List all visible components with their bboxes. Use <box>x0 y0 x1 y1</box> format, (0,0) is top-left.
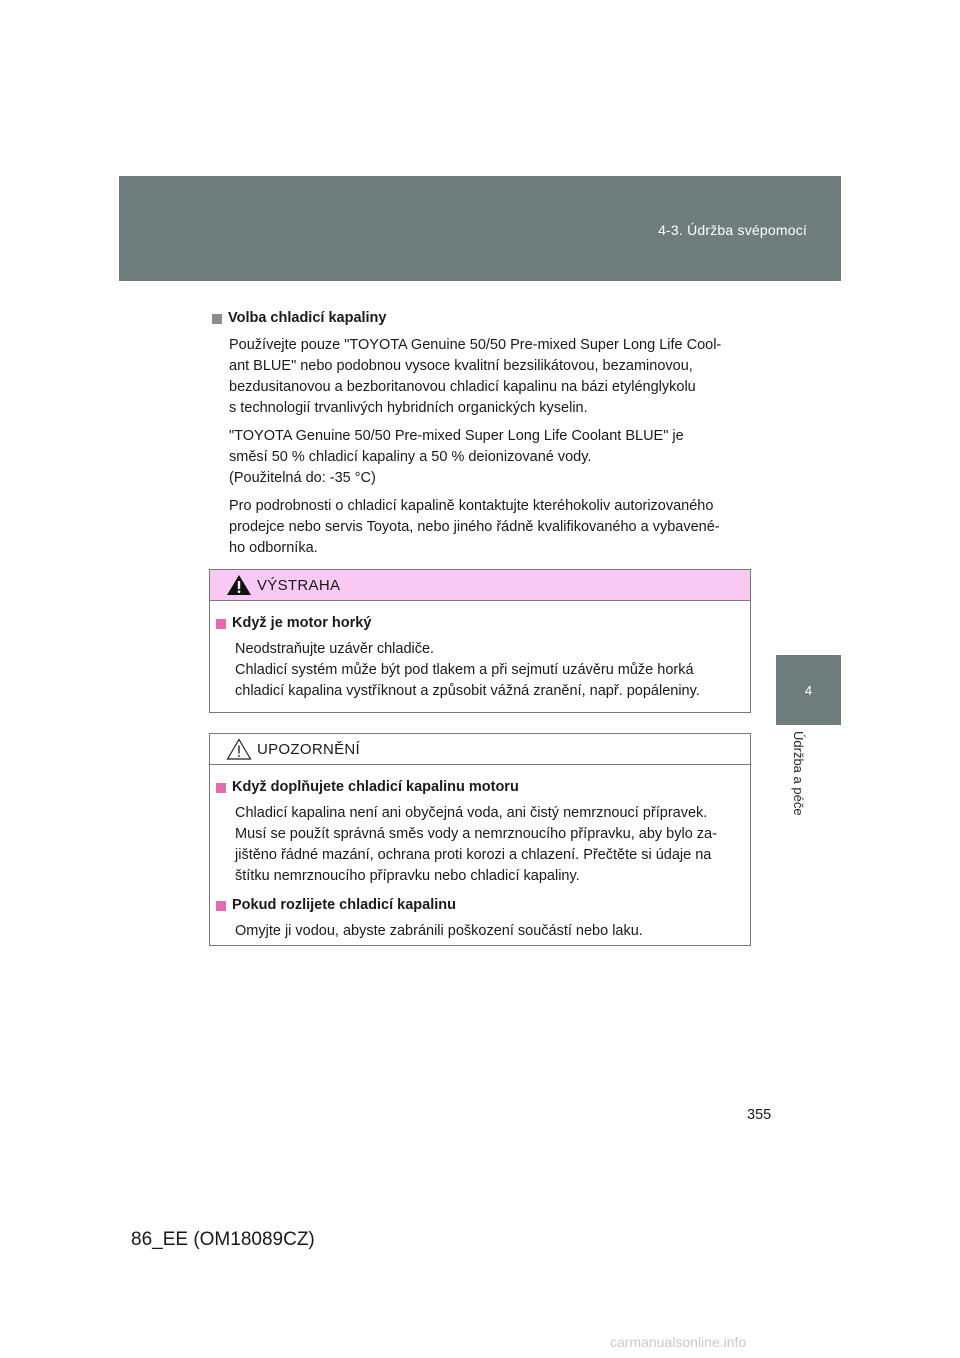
document-code: 86_EE (OM18089CZ) <box>131 1229 315 1250</box>
text-line: směsí 50 % chladicí kapaliny a 50 % deionizované vody. <box>229 449 592 465</box>
square-bullet-icon <box>216 619 226 629</box>
text-line: štítku nemrznoucího přípravku nebo chladicí kapaliny. <box>235 868 580 884</box>
warning-body <box>210 601 750 702</box>
heading-text: Když je motor horký <box>232 615 372 631</box>
paragraph <box>229 496 744 559</box>
refill-coolant-heading <box>216 777 744 798</box>
heading-text: Volba chladicí kapaliny <box>228 310 387 326</box>
heading-text: Pokud rozlijete chladicí kapalinu <box>232 897 456 913</box>
text-line: jištěno řádné mazání, ochrana proti korozi a chlazení. Přečtěte si údaje na <box>235 847 712 863</box>
coolant-selection-heading <box>212 308 744 329</box>
caution-body <box>210 765 750 942</box>
square-bullet-icon <box>216 901 226 911</box>
text-line: Chladicí systém může být pod tlakem a při sejmutí uzávěru může horká <box>235 662 694 678</box>
paragraph <box>235 639 744 702</box>
text-line: bezdusitanovou a bezboritanovou chladicí kapalinu na bázi etylénglykolu <box>229 379 696 395</box>
warning-header <box>210 570 750 601</box>
hot-engine-heading <box>216 613 744 634</box>
text-line: ho odborníka. <box>229 540 318 556</box>
caution-title: UPOZORNĚNÍ <box>257 740 361 758</box>
text-line: chladicí kapalina vystříknout a způsobit vážná zranění, např. popáleniny. <box>235 683 700 699</box>
heading-text: Když doplňujete chladicí kapalinu motoru <box>232 779 519 795</box>
caution-header <box>210 734 750 765</box>
paragraph <box>235 921 744 942</box>
text-line: Musí se použít správná směs vody a nemrznoucího přípravku, aby bylo za- <box>235 826 717 842</box>
warning-title: VÝSTRAHA <box>257 576 341 594</box>
main-content <box>212 308 744 566</box>
text-line: ant BLUE" nebo podobnou vysoce kvalitní bezsilikátovou, bezaminovou, <box>229 358 693 374</box>
text-line: (Použitelná do: -35 °C) <box>229 470 376 486</box>
header-band <box>119 176 841 281</box>
chapter-label: Údržba a péče <box>791 731 806 816</box>
chapter-number: 4 <box>804 683 813 698</box>
page-number: 355 <box>747 1107 772 1123</box>
text-line: Neodstraňujte uzávěr chladiče. <box>235 641 435 657</box>
caution-triangle-icon <box>226 738 252 760</box>
text-line: Omyjte ji vodou, abyste zabránili poškození součástí nebo laku. <box>235 923 643 939</box>
text-line: Pro podrobnosti o chladicí kapalině kontaktujte kteréhokoliv autorizovaného <box>229 498 714 514</box>
paragraph <box>235 803 744 887</box>
section-title: 4-3. Údržba svépomocí <box>658 222 807 238</box>
paragraph <box>229 335 744 419</box>
text-line: Chladicí kapalina není ani obyčejná voda, ani čistý nemrznoucí přípravek. <box>235 805 708 821</box>
text-line: s technologií trvanlivých hybridních organických kyselin. <box>229 400 588 416</box>
warning-box <box>209 569 751 713</box>
warning-triangle-icon <box>226 574 252 596</box>
watermark: carmanualsonline.info <box>610 1334 747 1350</box>
caution-box <box>209 733 751 946</box>
text-line: "TOYOTA Genuine 50/50 Pre-mixed Super Long Life Coolant BLUE" je <box>229 428 684 444</box>
square-bullet-icon <box>212 314 222 324</box>
square-bullet-icon <box>216 783 226 793</box>
spilled-coolant-heading <box>216 895 744 916</box>
chapter-tab <box>776 655 841 725</box>
paragraph <box>229 426 744 489</box>
text-line: prodejce nebo servis Toyota, nebo jiného řádně kvalifikovaného a vybavené- <box>229 519 720 535</box>
text-line: Používejte pouze "TOYOTA Genuine 50/50 Pre-mixed Super Long Life Cool- <box>229 337 722 353</box>
